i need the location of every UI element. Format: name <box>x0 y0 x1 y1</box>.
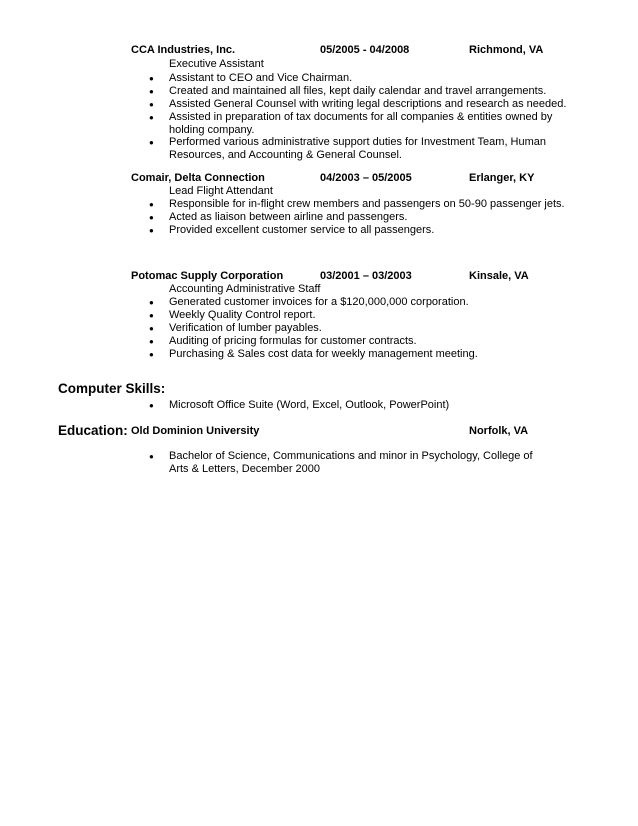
section-heading: Computer Skills: <box>58 381 166 396</box>
bullet-icon: ● <box>149 298 154 307</box>
job-location: Kinsale, VA <box>469 270 529 282</box>
job-dates: 05/2005 - 04/2008 <box>320 44 410 56</box>
bullet-icon: ● <box>149 337 154 346</box>
bullet-icon: ● <box>149 401 154 410</box>
bullet-icon: ● <box>149 113 154 122</box>
job-location: Erlanger, KY <box>469 172 535 184</box>
job-company: Comair, Delta Connection <box>131 172 265 184</box>
job-dates: 03/2001 – 03/2003 <box>320 270 412 282</box>
bullet-icon: ● <box>149 200 154 209</box>
job-title: Accounting Administrative Staff <box>169 283 321 295</box>
resume-page: CCA Industries, Inc. 05/2005 - 04/2008 Richmond, VA Executive Assistant ● Assistant to CEO and Vice Chairman. ● Created and maintained all files, kept daily calendar and travel arrangements. ● Assisted General Counsel with writing legal descriptions and research as needed. ● Assisted in preparation of tax documents for all companies & entities owned by holding company. ● Performed various administrative support duties for Investment Team, Human Resources, and Accounting & General Counsel. Comair, Delta Connection 04/2003 – 05/2005 Erlanger, KY Lead Flight Attendant ● Responsible for in-flight crew members and passengers on 50-90 passenger jets. ● Acted as liaison between airline and passengers. ● Provided excellent customer service to all passengers. Potomac Supply Corporation 03/2001 – 03/2003 Kinsale, VA Accounting Administrative Staff ● Generated customer invoices for a $120,000,000 corporation. ● Weekly Quality Control report. ● Verification of lumber payables. ● Auditing of pricing formulas for customer contracts. ● Purchasing & Sales cost data for weekly management meeting. Computer Skills: ● Microsoft Office Suite (Word, Excel, Outlook, PowerPoint) Education: Old Dominion University Norfolk, VA ● Bachelor of Science, Communications and minor in Psychology, College of Arts & Letters, December 2000 <box>58 44 567 475</box>
job-company: Potomac Supply Corporation <box>131 270 284 282</box>
bullet-icon: ● <box>149 324 154 333</box>
job-company: CCA Industries, Inc. <box>131 44 236 56</box>
job-dates: 04/2003 – 05/2005 <box>320 172 412 184</box>
school-location: Norfolk, VA <box>469 425 529 437</box>
bullet-icon: ● <box>149 452 154 461</box>
school-name: Old Dominion University <box>131 425 260 437</box>
bullet-icon: ● <box>149 311 154 320</box>
bullet-icon: ● <box>149 213 154 222</box>
bullet-icon: ● <box>149 226 154 235</box>
section-heading: Education: <box>58 423 128 438</box>
bullet-icon: ● <box>149 350 154 359</box>
job-location: Richmond, VA <box>469 44 544 56</box>
bullet-icon: ● <box>149 100 154 109</box>
bullet-icon: ● <box>149 138 154 147</box>
bullet-icon: ● <box>149 87 154 96</box>
bullet-icon: ● <box>149 74 154 83</box>
job-title: Executive Assistant <box>169 58 264 70</box>
job-title: Lead Flight Attendant <box>169 185 273 197</box>
